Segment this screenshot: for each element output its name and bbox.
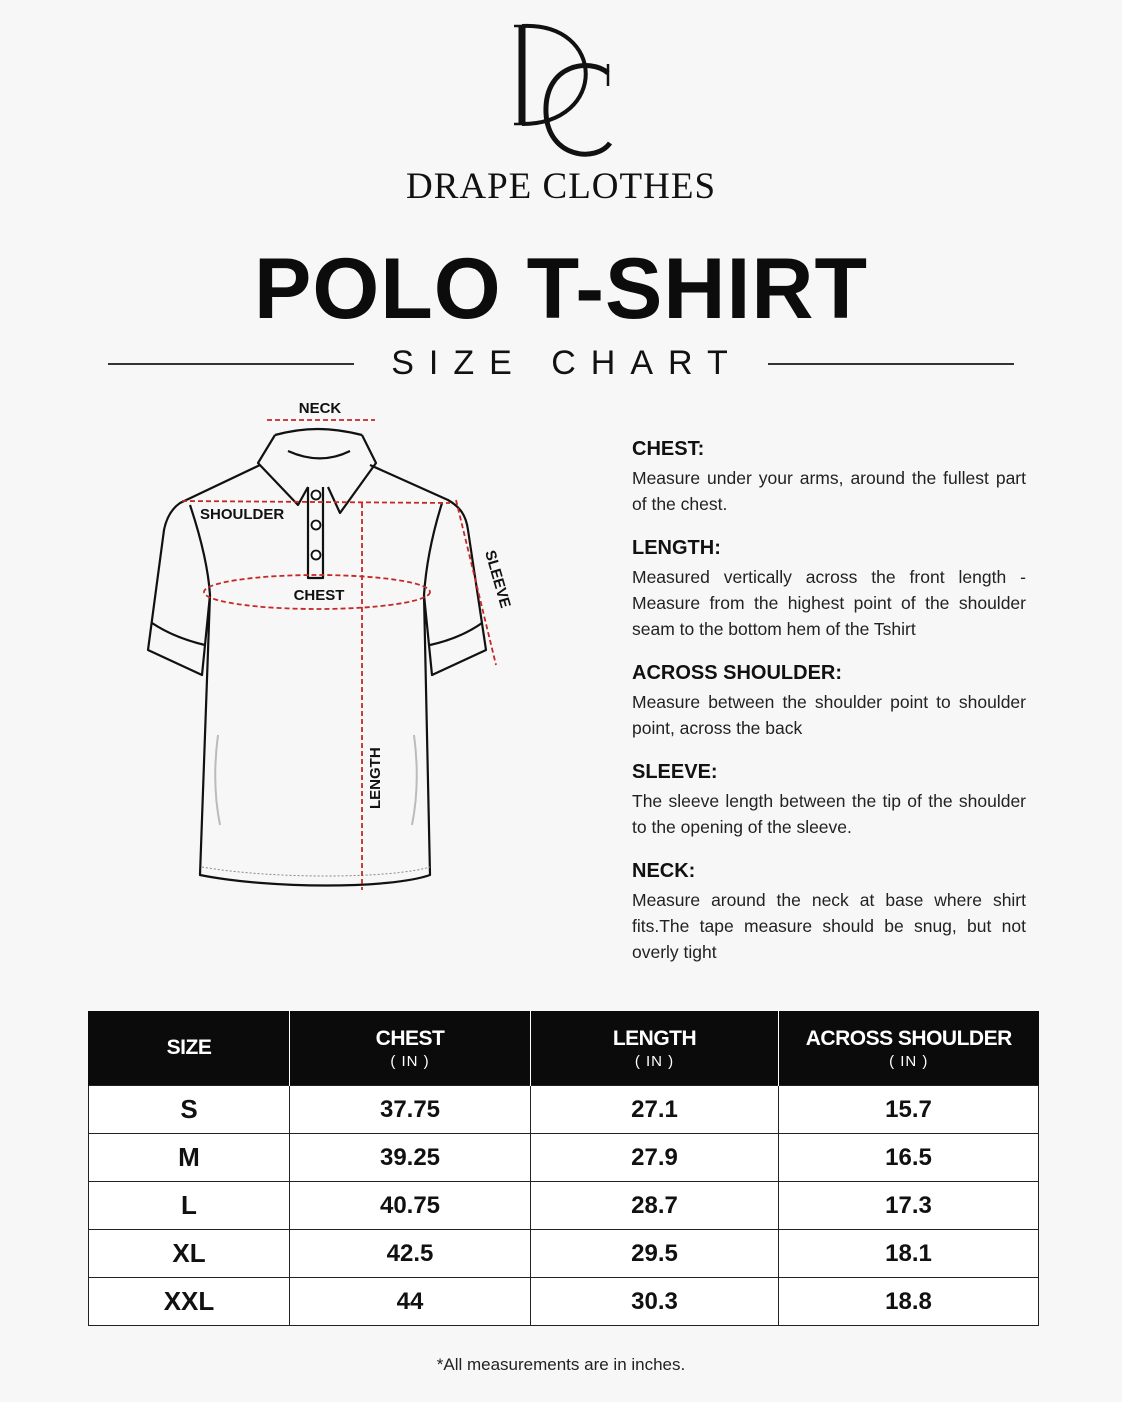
definition-text: Measure around the neck at base where shirt fits.The tape measure should be snug, but not overly tight [632, 890, 1026, 962]
definition-chest [632, 438, 1026, 517]
shoulder-measure-line [182, 501, 450, 503]
chest-cell: 42.5 [290, 1230, 531, 1278]
table-row [89, 1230, 1039, 1278]
definition-across-shoulder [632, 662, 1026, 741]
sleeve-label: SLEEVE [481, 548, 514, 610]
size-cell: XXL [89, 1278, 290, 1326]
table-row [89, 1278, 1039, 1326]
definition-term: NECK: [632, 860, 696, 882]
length-cell: 27.9 [531, 1134, 779, 1182]
length-cell: 27.1 [531, 1086, 779, 1134]
column-header-label: LENGTH [612, 1026, 697, 1050]
table-row [89, 1134, 1039, 1182]
length-cell: 30.3 [531, 1278, 779, 1326]
chest-label: CHEST [293, 587, 345, 604]
table-header-row [89, 1011, 1039, 1086]
subtitle-row [108, 344, 1014, 384]
definition-neck [632, 860, 1026, 965]
chest-cell: 40.75 [290, 1182, 531, 1230]
definition-sleeve [632, 761, 1026, 840]
polo-measurement-diagram [130, 395, 530, 905]
column-header-label: ACROSS SHOULDER [805, 1026, 1012, 1050]
size-cell: S [89, 1086, 290, 1134]
definition-term: CHEST: [632, 438, 705, 460]
shoulder-cell: 17.3 [779, 1182, 1039, 1230]
length-label: LENGTH [367, 747, 384, 809]
chest-cell: 39.25 [290, 1134, 531, 1182]
divider-left [108, 363, 354, 365]
shoulder-cell: 18.1 [779, 1230, 1039, 1278]
length-cell: 28.7 [531, 1182, 779, 1230]
page-title: POLO T-SHIRT [254, 241, 868, 337]
dc-monogram-icon [496, 18, 626, 163]
column-header-length [531, 1011, 779, 1086]
size-table [88, 1011, 1039, 1326]
column-header-unit: ( IN ) [634, 1052, 675, 1070]
shoulder-cell: 16.5 [779, 1134, 1039, 1182]
measurement-lines [182, 420, 496, 890]
shoulder-cell: 15.7 [779, 1086, 1039, 1134]
definition-length [632, 537, 1026, 642]
definition-text: Measure under your arms, around the fullest part of the chest. [632, 468, 1026, 514]
column-header-unit: ( IN ) [889, 1052, 929, 1070]
shoulder-label: SHOULDER [200, 506, 285, 523]
length-cell: 29.5 [531, 1230, 779, 1278]
column-header-unit: ( IN ) [390, 1052, 430, 1070]
definition-term: SLEEVE: [632, 761, 718, 783]
definition-text: Measured vertically across the front length - Measure from the highest point of the shoulder seam to the bottom hem of the Tshirt [632, 567, 1026, 639]
column-header-label: CHEST [375, 1026, 445, 1050]
table-row [89, 1086, 1039, 1134]
definition-term: ACROSS SHOULDER: [632, 662, 843, 684]
table-row [89, 1182, 1039, 1230]
brand-logo [0, 18, 1122, 163]
definition-term: LENGTH: [632, 537, 721, 559]
neck-label: NECK [298, 400, 342, 417]
definition-text: Measure between the shoulder point to shoulder point, across the back [632, 692, 1026, 738]
brand-name: DRAPE CLOTHES [405, 166, 717, 207]
column-header-size [89, 1011, 290, 1086]
size-cell: XL [89, 1230, 290, 1278]
footnote: *All measurements are in inches. [436, 1355, 686, 1374]
measurement-definitions [632, 438, 1026, 985]
divider-right [768, 363, 1014, 365]
definition-text: The sleeve length between the tip of the shoulder to the opening of the sleeve. [632, 791, 1026, 837]
column-header-label: SIZE [166, 1036, 212, 1059]
column-header-chest [290, 1011, 531, 1086]
chest-cell: 44 [290, 1278, 531, 1326]
column-header-across-shoulder [779, 1011, 1039, 1086]
shoulder-cell: 18.8 [779, 1278, 1039, 1326]
placket-buttons [312, 491, 321, 560]
size-cell: M [89, 1134, 290, 1182]
size-cell: L [89, 1182, 290, 1230]
page-subtitle: SIZE CHART [391, 344, 743, 382]
chest-cell: 37.75 [290, 1086, 531, 1134]
